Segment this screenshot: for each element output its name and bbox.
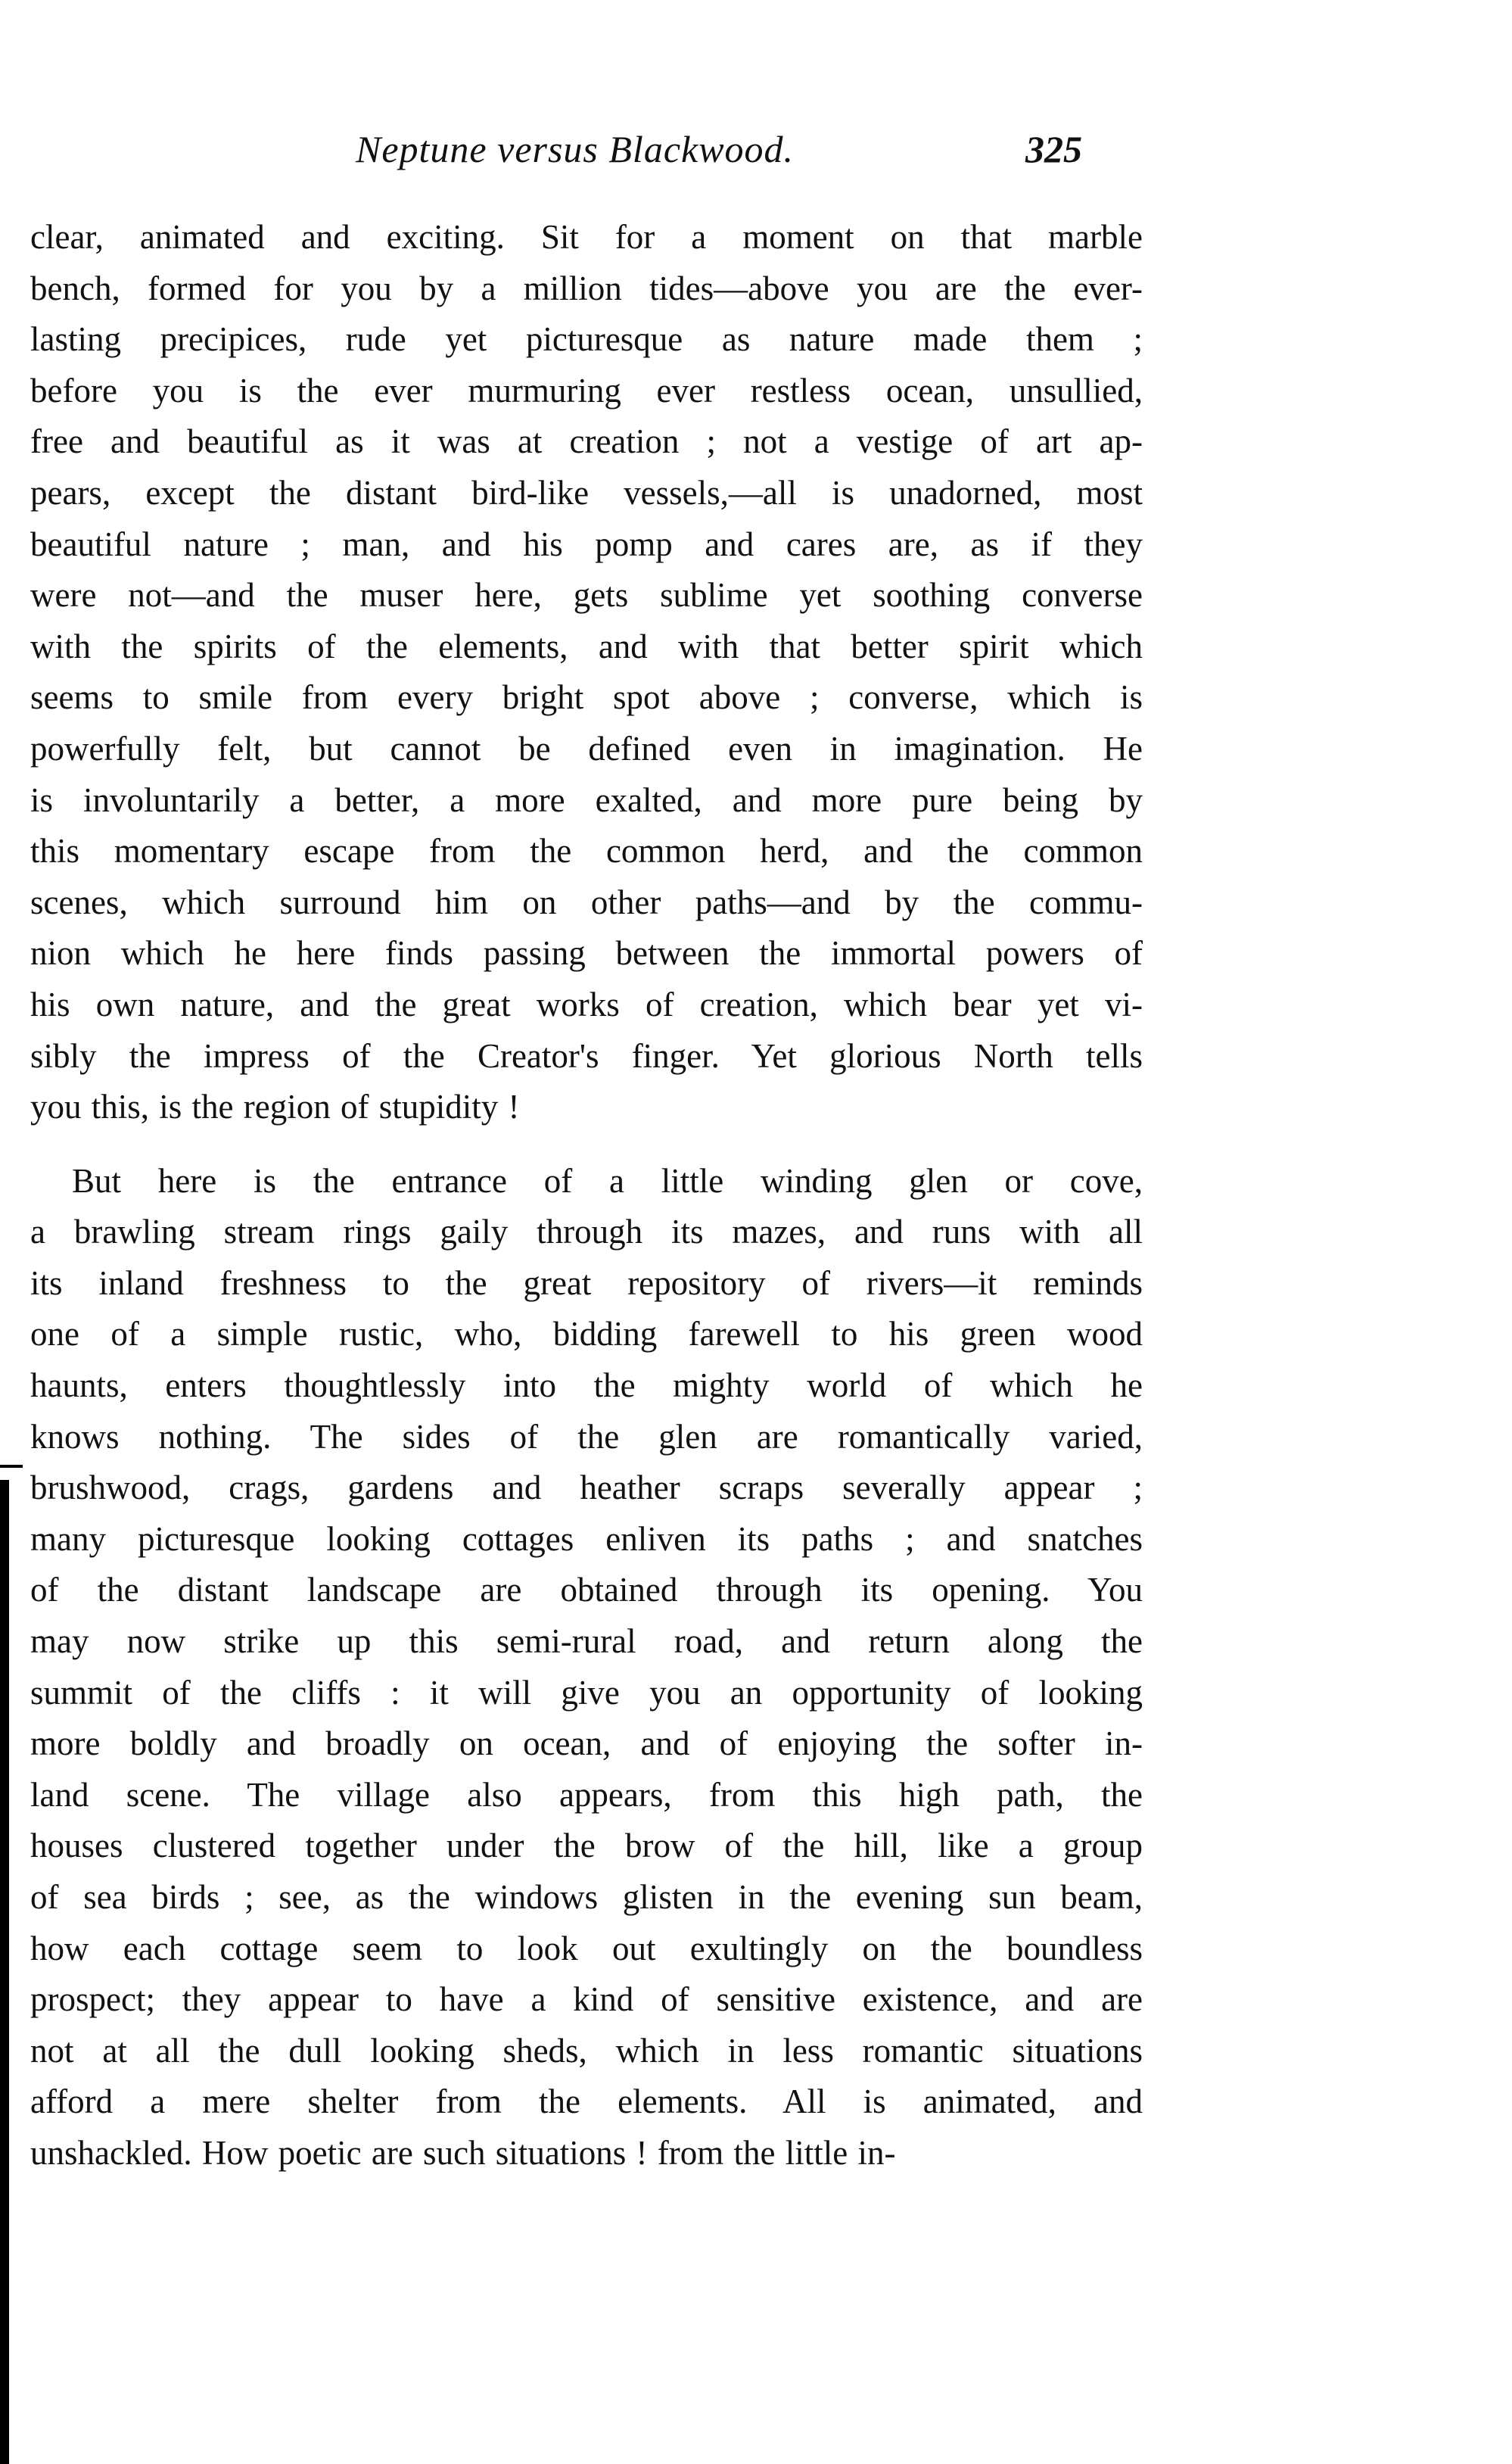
text-line: But here is the entrance of a little winding glen or cove,: [72, 1161, 1143, 1200]
paragraph-1: [30, 212, 1143, 1133]
gutter-shadow-cap: [0, 1465, 23, 1468]
text-line: haunts, enters thoughtlessly into the mighty world of which he: [30, 1366, 1143, 1405]
text-line: clear, animated and exciting. Sit for a moment on that marble: [30, 218, 1143, 256]
text-line: this momentary escape from the common herd, and the common: [30, 832, 1143, 871]
text-line: unshackled. How poetic are such situations ! from the little in-: [30, 2133, 896, 2172]
gutter-shadow: [0, 1480, 9, 2464]
text-line: seems to smile from every bright spot above ; converse, which is: [30, 678, 1143, 717]
text-line: beautiful nature ; man, and his pomp and cares are, as if they: [30, 525, 1143, 563]
text-line: bench, formed for you by a million tides—above you are the ever-: [30, 269, 1143, 307]
text-line: before you is the ever murmuring ever restless ocean, unsullied,: [30, 371, 1143, 410]
text-line: how each cottage seem to look out exultingly on the boundless: [30, 1929, 1143, 1967]
text-line: is involuntarily a better, a more exalted, and more pure being by: [30, 780, 1143, 819]
text-line: a brawling stream rings gaily through its mazes, and runs with all: [30, 1213, 1143, 1251]
text-line: not at all the dull looking sheds, which in less romantic situations: [30, 2031, 1143, 2070]
text-line: knows nothing. The sides of the glen are romantically varied,: [30, 1417, 1143, 1456]
text-line: land scene. The village also appears, from this high path, the: [30, 1775, 1143, 1814]
text-line: powerfully felt, but cannot be defined even in imagination. He: [30, 729, 1143, 768]
text-line: one of a simple rustic, who, bidding farewell to his green wood: [30, 1315, 1143, 1353]
text-line: with the spirits of the elements, and with that better spirit which: [30, 627, 1143, 665]
text-line: lasting precipices, rude yet picturesque as nature made them ;: [30, 320, 1143, 359]
body-text: [30, 212, 1143, 2179]
running-head-title: Neptune versus Blackwood.: [356, 128, 795, 170]
text-line: of the distant landscape are obtained through its opening. You: [30, 1571, 1143, 1609]
text-line: afford a mere shelter from the elements. All is animated, and: [30, 2082, 1143, 2121]
text-line: his own nature, and the great works of creation, which bear yet vi-: [30, 985, 1143, 1023]
text-line: nion which he here finds passing between the immortal powers of: [30, 934, 1143, 973]
text-line: of sea birds ; see, as the windows glisten in the evening sun beam,: [30, 1878, 1143, 1916]
text-line: scenes, which surround him on other paths—and by the commu-: [30, 883, 1143, 921]
paragraph-gap: [30, 1133, 1143, 1156]
text-line: pears, except the distant bird-like vessels,—all is unadorned, most: [30, 473, 1143, 512]
text-line: brushwood, crags, gardens and heather scraps severally appear ;: [30, 1469, 1143, 1507]
text-line: may now strike up this semi-rural road, and return along the: [30, 1622, 1143, 1661]
text-line: many picturesque looking cottages enliven its paths ; and snatches: [30, 1519, 1143, 1558]
text-line: more boldly and broadly on ocean, and of enjoying the softer in-: [30, 1724, 1143, 1763]
text-line: sibly the impress of the Creator's finger. Yet glorious North tells: [30, 1036, 1143, 1075]
text-line: free and beautiful as it was at creation ; not a vestige of art ap-: [30, 422, 1143, 461]
running-head: [0, 127, 1512, 180]
text-line: houses clustered together under the brow of the hill, like a group: [30, 1827, 1143, 1865]
text-line: summit of the cliffs : it will give you an opportunity of looking: [30, 1673, 1143, 1712]
page-number: 325: [1025, 128, 1082, 170]
paragraph-2: [30, 1156, 1143, 2179]
text-line: its inland freshness to the great repository of rivers—it reminds: [30, 1263, 1143, 1302]
text-line: you this, is the region of stupidity !: [30, 1088, 520, 1126]
text-line: prospect; they appear to have a kind of sensitive existence, and are: [30, 1980, 1143, 2019]
text-line: were not—and the muser here, gets sublime yet soothing converse: [30, 576, 1143, 615]
